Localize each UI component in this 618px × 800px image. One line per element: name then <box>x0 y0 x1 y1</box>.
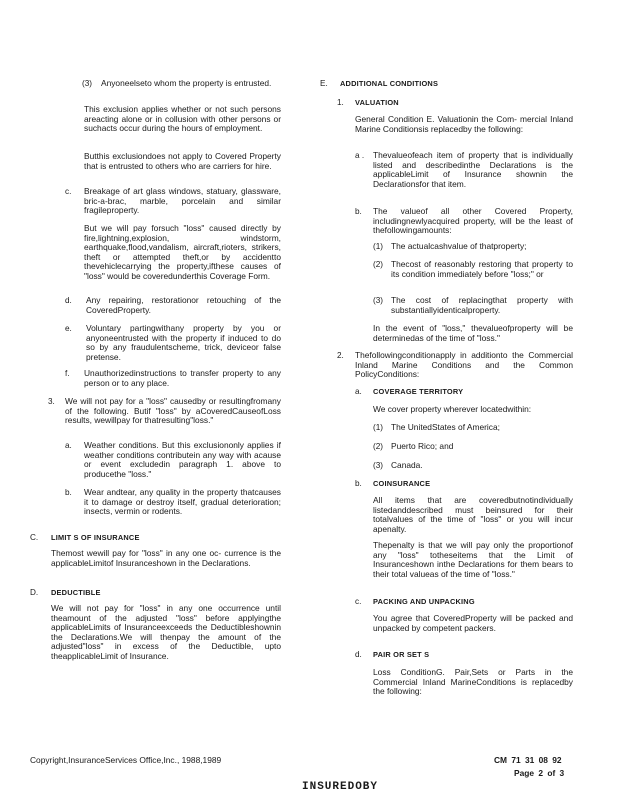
subsection-heading: COINSURANCE <box>373 479 431 488</box>
item-text: The UnitedStates of America; <box>391 422 500 432</box>
item-text: The valueof all other Covered Property, includingnewlyacquired property, will be the least of thefollowingamounts: <box>373 206 573 236</box>
item-label: (1) <box>373 423 384 432</box>
paragraph: In the event of "loss," thevalueofproperty will be determinedas of the time of "loss." <box>373 323 573 343</box>
section-heading: LIMIT S OF INSURANCE <box>51 533 140 542</box>
item-text: Puerto Rico; and <box>391 441 454 451</box>
paragraph: General Condition E. Valuationin the Com- mercial Inland Marine Conditionsis replacedby the following: <box>355 114 573 134</box>
item-label: a. <box>355 387 362 396</box>
item-text: Anyoneelseto whom the property is entrusted. <box>101 78 272 88</box>
paragraph: Thepenalty is that we will pay only the proportionof any "loss" totheseitems that the Limit of Insuranceshown inthe Declarations for them bears to their total valueas of the time of "loss." <box>373 540 573 579</box>
item-label: c. <box>355 597 362 606</box>
item-label: (2) <box>373 260 384 269</box>
paragraph: All items that are coveredbutnotindividually listedanddescribed must beinsured for their totalvalues of the time of "loss" or you will incur apenalty. <box>373 495 573 534</box>
copyright-text: Copyright,InsuranceServices Office,Inc., 1988,1989 <box>30 755 222 765</box>
item-label: (3) <box>373 461 384 470</box>
section-heading: ADDITIONAL CONDITIONS <box>340 79 439 88</box>
item-label: f. <box>65 369 70 378</box>
item-label: (3) <box>82 79 93 88</box>
paragraph: We cover property wherever locatedwithin: <box>373 404 532 414</box>
item-label: b. <box>355 207 362 216</box>
item-label: b. <box>65 488 72 497</box>
paragraph: You agree that CoveredProperty will be packed and unpacked by competent packers. <box>373 613 573 633</box>
item-text: Wear andtear, any quality in the property thatcauses it to damage or destroy itself, gradual deterioration; insects, vermin or rodents. <box>84 487 281 517</box>
item-text: Unauthorizedinstructions to transfer property to any person or to any place. <box>84 368 281 388</box>
paragraph: Butthis exclusiondoes not apply to Covered Property that is entrusted to others who are carriers for hire. <box>84 151 281 171</box>
item-text: Weather conditions. But this exclusiononly applies if weather conditions contributein any way with acause or event excludedin paragraph 1. above to producethe "loss." <box>84 440 281 479</box>
item-label: e. <box>65 324 72 333</box>
subsection-heading: VALUATION <box>355 98 399 107</box>
item-text: The actualcashvalue of thatproperty; <box>391 241 527 251</box>
item-label: c. <box>65 187 72 196</box>
section-label: C. <box>30 533 39 542</box>
item-label: 3. <box>48 397 55 406</box>
item-label: (3) <box>373 296 384 305</box>
item-label: d. <box>355 650 362 659</box>
section-label: D. <box>30 588 39 597</box>
item-label: 1. <box>337 98 344 107</box>
item-label: a . <box>355 151 365 160</box>
item-text: Thevalueofeach item of property that is individually listed and describedinthe Declarations is the applicableLimit of Insurance shownin the Declarationsfor that item. <box>373 150 573 189</box>
item-label: (1) <box>373 242 384 251</box>
item-label: a. <box>65 441 72 450</box>
item-label: (2) <box>373 442 384 451</box>
paragraph: Loss ConditionG. Pair,Sets or Parts in the Commercial Inland MarineConditions is replacedby the following: <box>373 667 573 697</box>
paragraph: Themost wewill pay for "loss" in any one oc- currence is the applicableLimitof Insuranceshown in the Declarations. <box>51 548 281 568</box>
item-text: We will not pay for a "loss" causedby or resultingfromany of the following. Butif "loss" by aCoveredCauseofLoss results, wewillpay for thatresulting"loss." <box>65 396 281 426</box>
item-text: Canada. <box>391 460 423 470</box>
watermark-text: INSUREDOBY <box>302 781 379 793</box>
item-label: d. <box>65 296 72 305</box>
subsection-heading: PACKING AND UNPACKING <box>373 597 475 606</box>
item-text: Breakage of art glass windows, statuary, glassware, bric-a-brac, marble, porcelain and similar fragileproperty. <box>84 186 281 216</box>
paragraph: This exclusion applies whether or not such persons areacting alone or in collusion with other persons or suchacts occur during the hours of employment. <box>84 104 281 134</box>
item-text: Voluntary partingwithany property by you or anyoneentrusted with the property if induced to do so by any fraudulentscheme, trick, deviceor false pretense. <box>86 323 281 362</box>
subsection-heading: COVERAGE TERRITORY <box>373 387 464 396</box>
item-label: b. <box>355 479 362 488</box>
section-label: E. <box>320 79 328 88</box>
form-number: CM 71 31 08 92 <box>494 755 562 765</box>
subsection-heading: PAIR OR SET S <box>373 650 430 659</box>
item-label: 2. <box>337 351 344 360</box>
paragraph: We will not pay for "loss" in any one occurrence until theamount of the adjusted "loss" before applyingthe applicableLimits of Insuranceexceeds the Deductibleshownin the Declarations.We will thenpay the amount of the adjusted"loss" in excess of the Deductible, upto theapplicableLimit of Insurance. <box>51 603 281 661</box>
page-number: Page 2 of 3 <box>514 768 565 778</box>
item-text: Thefollowingconditionapply in additionto the Commercial Inland Marine Conditions and the Common PolicyConditions: <box>355 350 573 380</box>
item-text: The cost of replacingthat property with substantiallyidenticalproperty. <box>391 295 573 315</box>
item-text: Any repairing, restorationor retouching of the CoveredProperty. <box>86 295 281 315</box>
section-heading: DEDUCTIBLE <box>51 588 101 597</box>
item-text: Thecost of reasonably restoring that property to its condition immediately before "loss;" or <box>391 259 573 279</box>
paragraph: But we will pay forsuch "loss" caused directly by fire,lightning,explosion, windstorm, earthquake,flood,vandalism, aircraft,rioters, strikers, theft or attempted theft,or by accidentto thevehiclecarrying the property,ifthese causes of "loss" would be coveredunderthis Coverage Form. <box>84 223 281 281</box>
